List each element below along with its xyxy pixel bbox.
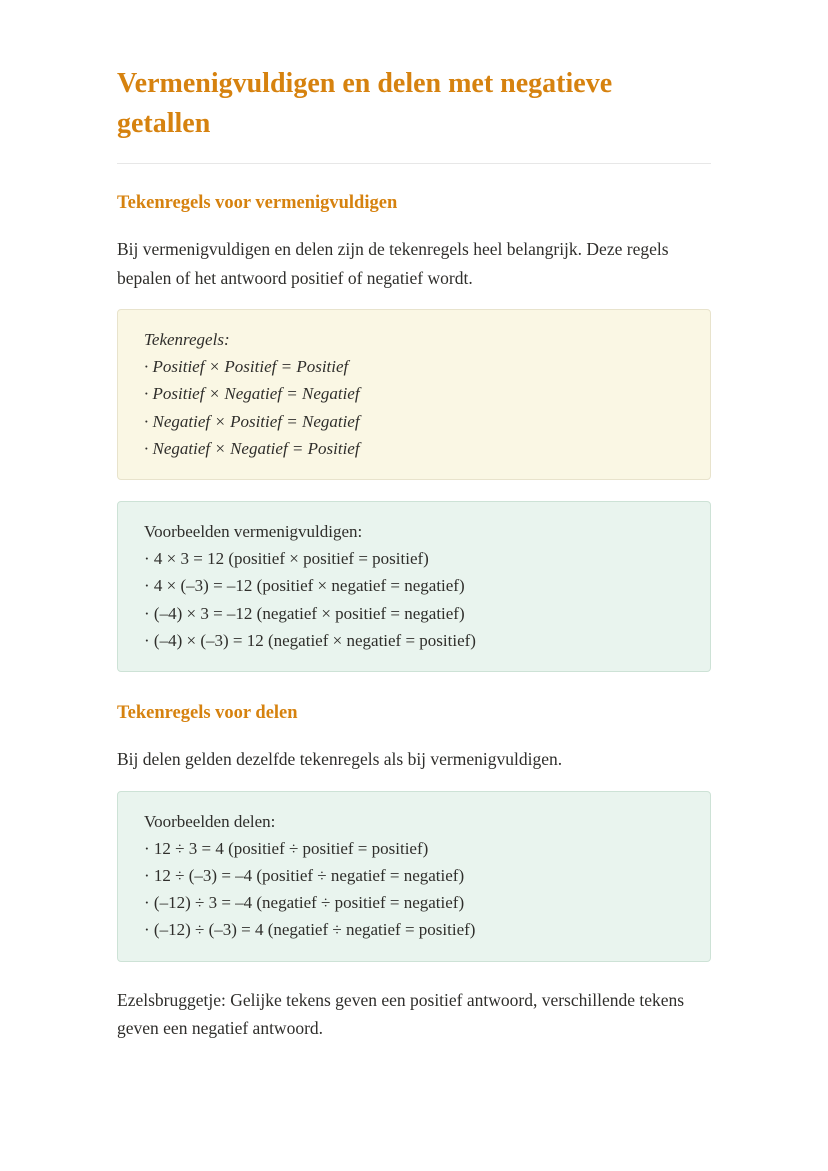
note-box-title: Tekenregels:	[144, 330, 230, 349]
examples-box-title: Voorbeelden delen:	[144, 811, 276, 831]
example-line: · 12 ÷ (–3) = –4 (positief ÷ negatief = negatief)	[144, 865, 465, 885]
example-line: · 4 × 3 = 12 (positief × positief = positief)	[144, 549, 429, 569]
example-line: · (–4) × 3 = –12 (negatief × positief = negatief)	[144, 603, 465, 623]
page-title: Vermenigvuldigen en delen met negatieve getallen	[117, 68, 613, 139]
division-examples-box	[117, 791, 711, 962]
example-line: · (–4) × (–3) = 12 (negatief × negatief = positief)	[144, 630, 476, 650]
tekenregels-note-box	[117, 309, 711, 480]
rule-line: · Positief × Positief = Positief	[144, 357, 349, 377]
example-line: · 4 × (–3) = –12 (positief × negatief = negatief)	[144, 576, 465, 596]
title-divider	[117, 163, 711, 164]
example-line: · 12 ÷ 3 = 4 (positief ÷ positief = positief)	[144, 838, 429, 858]
intro-paragraph: Bij vermenigvuldigen en delen zijn de tekenregels heel belangrijk. Deze regels bepalen of het antwoord positief of negatief wordt.	[117, 239, 669, 288]
section-heading-delen: Tekenregels voor delen	[117, 703, 298, 724]
rule-line: · Negatief × Negatief = Positief	[144, 438, 360, 458]
rule-line: · Negatief × Positief = Negatief	[144, 411, 360, 431]
ezelsbruggetje-note: Ezelsbruggetje: Gelijke tekens geven een positief antwoord, verschillende tekens geven een negatief antwoord.	[117, 989, 685, 1039]
section-heading-vermenigvuldigen: Tekenregels voor vermenigvuldigen	[117, 193, 398, 213]
delen-paragraph: Bij delen gelden dezelfde tekenregels als bij vermenigvuldigen.	[117, 749, 563, 770]
examples-box-title: Voorbeelden vermenigvuldigen:	[144, 522, 363, 542]
multiplication-examples-box	[117, 501, 711, 672]
example-line: · (–12) ÷ 3 = –4 (negatief ÷ positief = negatief)	[144, 893, 465, 913]
rule-line: · Positief × Negatief = Negatief	[144, 384, 360, 404]
example-line: · (–12) ÷ (–3) = 4 (negatief ÷ negatief = positief)	[144, 920, 476, 940]
